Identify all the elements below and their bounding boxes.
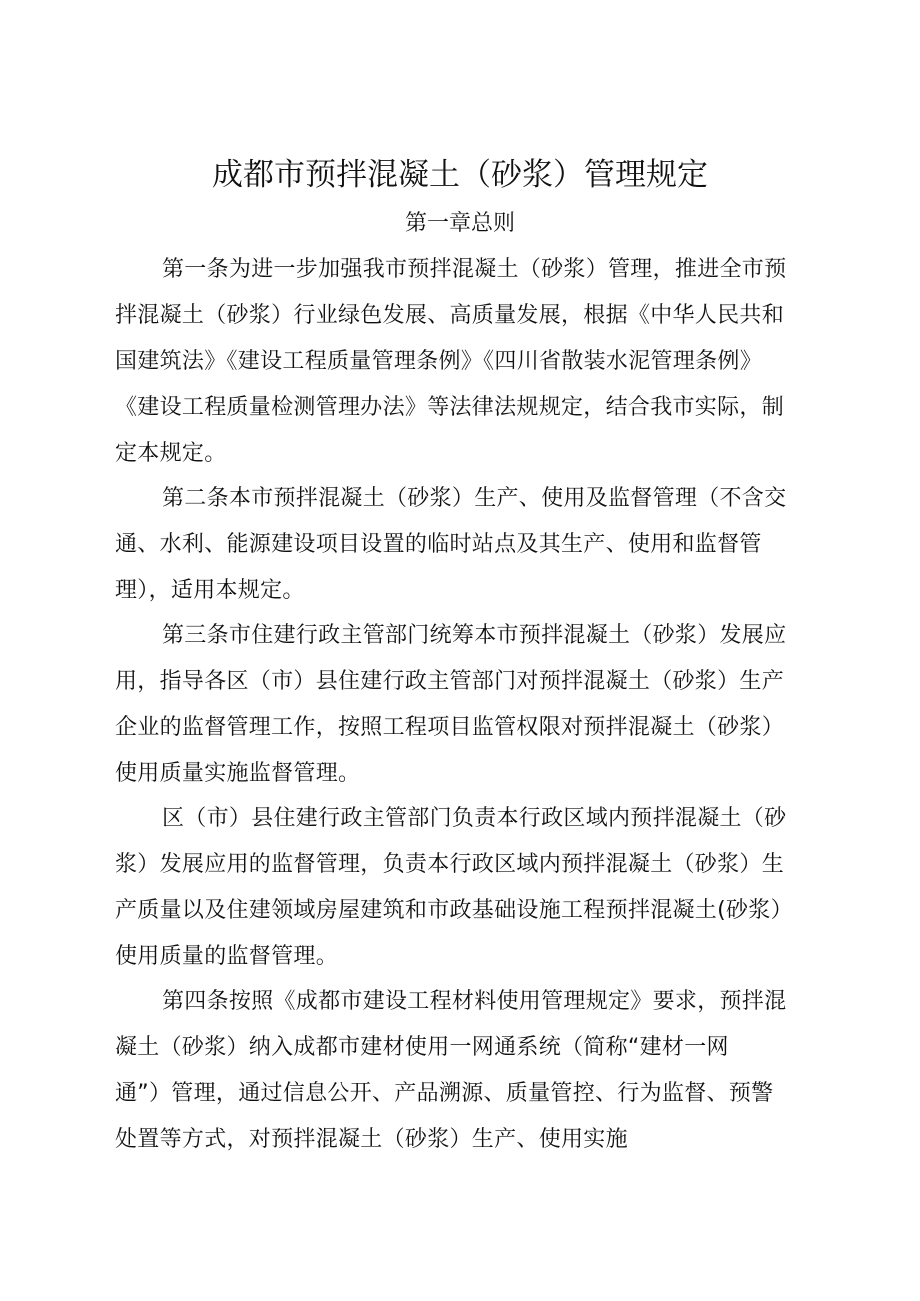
text-line: 通、水利、能源建设项目设置的临时站点及其生产、使用和监督管 — [115, 532, 762, 557]
text-line: 定本规定。 — [115, 441, 227, 466]
text-line: 使用质量实施监督管理。 — [115, 761, 361, 786]
text-line: 拌混凝土（砂浆）行业绿色发展、高质量发展，根据《中华人民共和 — [115, 303, 785, 328]
text-line: 产质量以及住建领域房屋建筑和市政基础设施工程预拌混凝土(砂浆） — [115, 898, 793, 923]
text-line: 浆）发展应用的监督管理，负责本行政区域内预拌混凝土（砂浆）生 — [115, 852, 785, 877]
text-line: 第一条为进一步加强我市预拌混凝土（砂浆）管理，推进全市预 — [162, 257, 787, 282]
text-line: 区（市）县住建行政主管部门负责本行政区域内预拌混凝土（砂 — [162, 806, 787, 831]
text-line: 用，指导各区（市）县住建行政主管部门对预拌混凝土（砂浆）生产 — [115, 669, 785, 694]
text-line: 第四条按照《成都市建设工程材料使用管理规定》要求，预拌混 — [162, 989, 787, 1014]
text-line: 处置等方式，对预拌混凝土（砂浆）生产、使用实施 — [115, 1127, 628, 1152]
text-line: 理），适用本规定。 — [115, 578, 305, 603]
text-line: 第二条本市预拌混凝土（砂浆）生产、使用及监督管理（不含交 — [162, 486, 787, 511]
text-line: 凝土（砂浆）纳入成都市建材使用一网通系统（简称“建材一网 — [115, 1035, 729, 1060]
text-line: 企业的监督管理工作，按照工程项目监管权限对预拌混凝土（砂浆） — [115, 715, 785, 740]
text-line: 《建设工程质量检测管理办法》等法律法规规定，结合我市实际，制 — [115, 395, 785, 420]
text-line: 国建筑法》《建设工程质量管理条例》《四川省散装水泥管理条例》 — [115, 349, 763, 374]
chapter-heading: 第一章总则 — [404, 211, 515, 236]
text-line: 第三条市住建行政主管部门统筹本市预拌混凝土（砂浆）发展应 — [162, 623, 787, 648]
document-title: 成都市预拌混凝土（砂浆）管理规定 — [212, 157, 708, 193]
text-line: 使用质量的监督管理。 — [115, 944, 339, 969]
text-line: 通”）管理，通过信息公开、产品溯源、质量管控、行为监督、预警 — [115, 1081, 774, 1106]
